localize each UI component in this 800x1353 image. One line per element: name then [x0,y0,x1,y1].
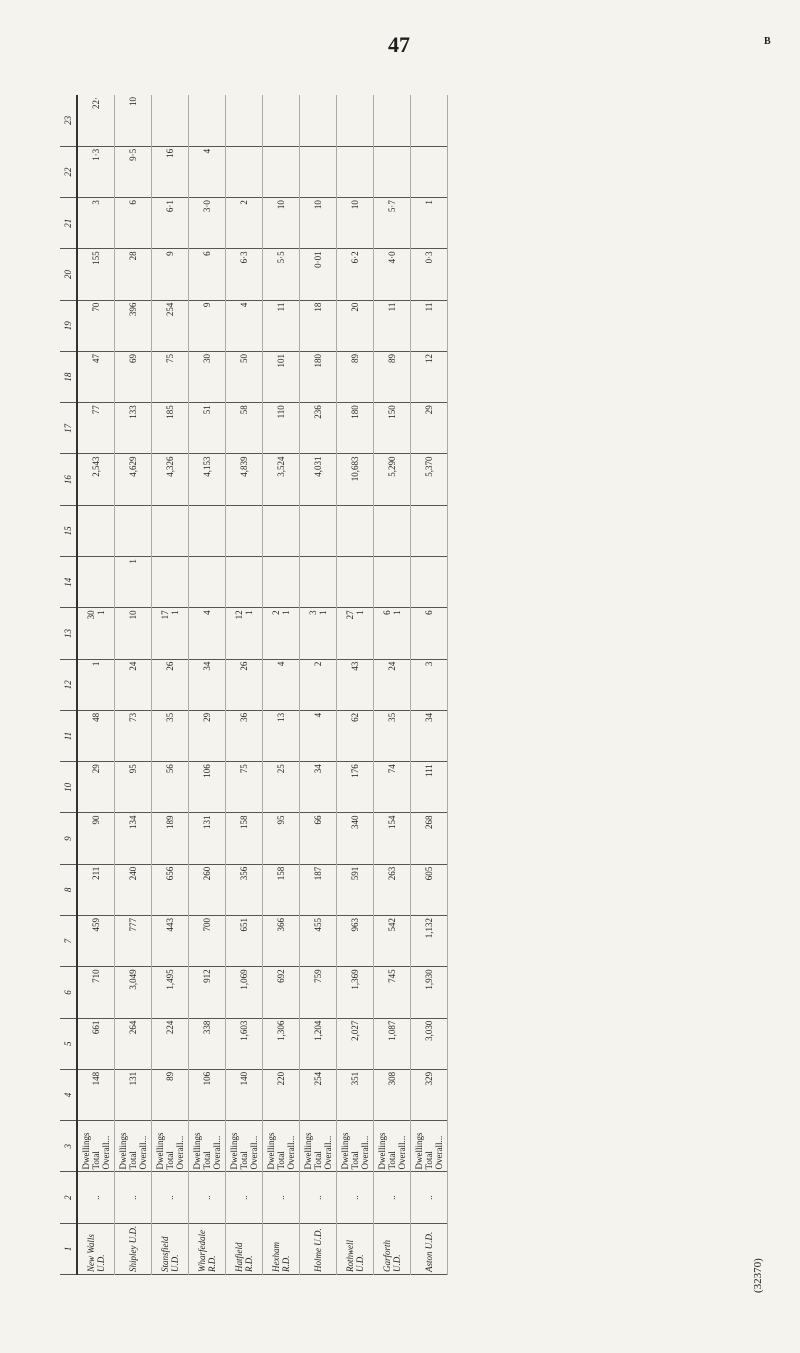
leader-dots: .. [152,1172,189,1223]
leader-dots: .. [189,1172,226,1223]
leader-dots: .. [411,1172,448,1223]
column-index-cell: 21 [60,198,77,249]
table-cell: 95 [115,762,152,813]
table-cell: 29 [411,403,448,454]
district-name: New Walls U.D. [77,1223,115,1274]
table-cell: 3,049 [115,967,152,1018]
table-cell [411,95,448,146]
table-row [115,95,152,1275]
table-cell: 89 [374,351,411,402]
table-cell [226,505,263,556]
table-cell [374,146,411,197]
district-name: Rothwell U.D. [337,1223,374,1274]
table-cell: 77 [77,403,115,454]
table-cell: 5,370 [411,454,448,505]
table-cell [300,146,337,197]
column-index-cell: 4 [60,1069,77,1120]
table-cell: 4,153 [189,454,226,505]
table-cell [411,557,448,608]
column-index-cell: 19 [60,300,77,351]
table-row [374,95,411,1275]
table-cell [263,505,300,556]
table-row [263,95,300,1275]
column-index-cell: 8 [60,864,77,915]
table-cell: 30 [189,351,226,402]
table-cell [337,95,374,146]
table-cell: 158 [263,864,300,915]
table-cell: 396 [115,300,152,351]
table-cell: 51 [189,403,226,454]
table-cell: 25 [263,762,300,813]
table-cell: 27 1 [337,608,374,659]
table-cell: 43 [337,659,374,710]
table-cell: 5,290 [374,454,411,505]
table-cell: 2,027 [337,1018,374,1069]
table-cell: 56 [152,762,189,813]
district-name: Hexham R.D. [263,1223,300,1274]
table-cell: 4 [189,608,226,659]
table-cell: 6 [411,608,448,659]
table-cell: 48 [77,710,115,761]
table-cell: 74 [374,762,411,813]
table-cell: 1,603 [226,1018,263,1069]
table-cell: 131 [115,1069,152,1120]
table-cell [300,557,337,608]
table-cell: 1 [77,659,115,710]
table-cell: 264 [115,1018,152,1069]
table-cell [263,95,300,146]
table-cell [226,557,263,608]
table-cell: 62 [337,710,374,761]
column-index-cell: 22 [60,146,77,197]
table-cell: 661 [77,1018,115,1069]
table-cell: 11 [411,300,448,351]
table-cell: 69 [115,351,152,402]
table-cell: 9·5 [115,146,152,197]
table-cell [189,557,226,608]
table-cell: 710 [77,967,115,1018]
district-name: Wharfedale R.D. [189,1223,226,1274]
table-cell: 58 [226,403,263,454]
category-labels: Dwellings Total Overall... [226,1121,263,1172]
table-cell: 148 [77,1069,115,1120]
table-cell [300,95,337,146]
column-index-cell: 16 [60,454,77,505]
column-index-cell: 2 [60,1172,77,1223]
table-cell: 10,683 [337,454,374,505]
table-cell [152,95,189,146]
corner-mark: B [764,36,771,47]
table-row [77,95,115,1275]
column-index-cell: 6 [60,967,77,1018]
table-cell: 260 [189,864,226,915]
table-cell: 1,306 [263,1018,300,1069]
table-cell: 34 [189,659,226,710]
table-cell: 236 [300,403,337,454]
table-cell: 73 [115,710,152,761]
table-cell: 3 [411,659,448,710]
table-cell: 20 [337,300,374,351]
column-index-cell: 11 [60,710,77,761]
table-cell: 4,031 [300,454,337,505]
table-cell: 16 [152,146,189,197]
category-labels: Dwellings Total Overall... [374,1121,411,1172]
table-cell: 1,204 [300,1018,337,1069]
table-cell: 6 1 [374,608,411,659]
table-cell: 89 [337,351,374,402]
leader-dots: .. [300,1172,337,1223]
table-cell: 34 [300,762,337,813]
district-name: Garforth U.D. [374,1223,411,1274]
table-cell: 90 [77,813,115,864]
table-cell: 605 [411,864,448,915]
table-cell: 0·01 [300,249,337,300]
table-cell: 2 [300,659,337,710]
table-cell: 912 [189,967,226,1018]
table-cell: 17 1 [152,608,189,659]
table-cell: 542 [374,916,411,967]
table-cell: 6·3 [226,249,263,300]
leader-dots: .. [374,1172,411,1223]
table-cell: 1,087 [374,1018,411,1069]
category-labels: Dwellings Total Overall... [300,1121,337,1172]
table-cell: 4,629 [115,454,152,505]
table-cell: 11 [263,300,300,351]
table-cell [374,505,411,556]
table-cell: 6 [189,249,226,300]
table-cell: 338 [189,1018,226,1069]
table-cell: 268 [411,813,448,864]
table-cell: 110 [263,403,300,454]
table-cell: 211 [77,864,115,915]
table-cell: 36 [226,710,263,761]
table-cell: 1·3 [77,146,115,197]
reference-number: (32370) [752,1258,764,1293]
table-cell: 1,369 [337,967,374,1018]
table-cell: 6·2 [337,249,374,300]
table-cell [337,505,374,556]
leader-dots: .. [77,1172,115,1223]
table-cell [337,146,374,197]
table-cell: 3 1 [300,608,337,659]
table-cell: 10 [337,198,374,249]
table-cell: 75 [152,351,189,402]
table-cell: 3·0 [189,198,226,249]
category-labels: Dwellings Total Overall... [189,1121,226,1172]
table-cell: 34 [411,710,448,761]
table-cell: 13 [263,710,300,761]
table-cell: 340 [337,813,374,864]
table-cell: 656 [152,864,189,915]
table-cell: 12 1 [226,608,263,659]
table-cell: 180 [300,351,337,402]
table-cell: 66 [300,813,337,864]
table-cell: 351 [337,1069,374,1120]
table-cell: 5·5 [263,249,300,300]
column-index-cell: 3 [60,1121,77,1172]
table-cell: 443 [152,916,189,967]
table-cell [337,557,374,608]
table-cell: 89 [152,1069,189,1120]
leader-dots: .. [263,1172,300,1223]
table-cell [374,557,411,608]
table-cell: 455 [300,916,337,967]
table-cell: 308 [374,1069,411,1120]
table-cell [189,95,226,146]
table-cell: 3,524 [263,454,300,505]
column-index-cell: 9 [60,813,77,864]
table-cell: 189 [152,813,189,864]
table-cell: 4 [300,710,337,761]
table-cell: 1,495 [152,967,189,1018]
table-cell: 2 [226,198,263,249]
page-number: 47 [388,32,410,57]
table-cell [152,557,189,608]
table-cell: 4 [189,146,226,197]
table-cell: 133 [115,403,152,454]
table-cell: 12 [411,351,448,402]
table-cell: 10 [115,608,152,659]
table-cell: 254 [300,1069,337,1120]
table-cell: 366 [263,916,300,967]
table-cell: 24 [115,659,152,710]
table-cell: 70 [77,300,115,351]
table-cell: 9 [152,249,189,300]
table-cell: 329 [411,1069,448,1120]
district-name: Shipley U.D. [115,1223,152,1274]
category-labels: Dwellings Total Overall... [411,1121,448,1172]
table-cell: 745 [374,967,411,1018]
table-cell: 10 [115,95,152,146]
table-cell: 1 [411,198,448,249]
table-cell [226,146,263,197]
table-cell: 111 [411,762,448,813]
table-cell: 35 [152,710,189,761]
table-cell: 4·0 [374,249,411,300]
table-cell: 4 [263,659,300,710]
column-index-cell: 15 [60,505,77,556]
table-cell: 140 [226,1069,263,1120]
table-cell [411,146,448,197]
table-cell [189,505,226,556]
table-cell: 1,132 [411,916,448,967]
table-cell: 1 [115,557,152,608]
table-cell: 185 [152,403,189,454]
table-cell [374,95,411,146]
leader-dots: .. [337,1172,374,1223]
table-cell [263,146,300,197]
table-cell: 10 [263,198,300,249]
table-cell: 1,930 [411,967,448,1018]
table-row [152,95,189,1275]
table-cell: 155 [77,249,115,300]
table-cell: 9 [189,300,226,351]
column-index-cell: 18 [60,351,77,402]
table-cell: 150 [374,403,411,454]
table-cell: 158 [226,813,263,864]
category-labels: Dwellings Total Overall... [115,1121,152,1172]
table-cell: 18 [300,300,337,351]
table-cell: 176 [337,762,374,813]
table-cell: 651 [226,916,263,967]
leader-dots: .. [115,1172,152,1223]
district-name: Aston U.D. [411,1223,448,1274]
table-cell [411,505,448,556]
category-labels: Dwellings Total Overall... [337,1121,374,1172]
table-cell: 356 [226,864,263,915]
column-index-cell: 17 [60,403,77,454]
table-row [226,95,263,1275]
table-cell: 28 [115,249,152,300]
table-cell: 101 [263,351,300,402]
table-cell: 35 [374,710,411,761]
table-cell: 22· [77,95,115,146]
table-cell: 154 [374,813,411,864]
table-cell [263,557,300,608]
district-name: Holme U.D. [300,1223,337,1274]
table-row [300,95,337,1275]
table-cell: 26 [152,659,189,710]
column-index-row [60,95,77,1275]
table-cell: 6·1 [152,198,189,249]
table-cell: 180 [337,403,374,454]
table-cell [77,557,115,608]
table-cell: 2,543 [77,454,115,505]
table-cell: 4,839 [226,454,263,505]
table-cell: 263 [374,864,411,915]
table-cell: 3 [77,198,115,249]
table-cell [152,505,189,556]
table-cell: 700 [189,916,226,967]
column-index-cell: 5 [60,1018,77,1069]
table-cell [300,505,337,556]
table-cell: 134 [115,813,152,864]
table-cell: 220 [263,1069,300,1120]
table-cell: 106 [189,762,226,813]
table-cell: 47 [77,351,115,402]
table-cell: 777 [115,916,152,967]
table-cell: 26 [226,659,263,710]
table-cell: 6 [115,198,152,249]
leader-dots: .. [226,1172,263,1223]
table-cell [77,505,115,556]
table-cell: 254 [152,300,189,351]
column-index-cell: 20 [60,249,77,300]
table-cell: 30 1 [77,608,115,659]
column-index-cell: 13 [60,608,77,659]
column-index-cell: 14 [60,557,77,608]
table-cell: 240 [115,864,152,915]
table-cell: 759 [300,967,337,1018]
table-cell: 2 1 [263,608,300,659]
table-cell: 24 [374,659,411,710]
table-cell [115,505,152,556]
table-cell: 4,326 [152,454,189,505]
table-cell: 11 [374,300,411,351]
table-cell: 459 [77,916,115,967]
table-row [411,95,448,1275]
table-cell: 95 [263,813,300,864]
table-cell: 0·3 [411,249,448,300]
column-index-cell: 7 [60,916,77,967]
table-cell: 29 [189,710,226,761]
table-row [189,95,226,1275]
table-cell: 3,030 [411,1018,448,1069]
table-row [337,95,374,1275]
table-cell: 5·7 [374,198,411,249]
table-cell: 591 [337,864,374,915]
column-index-cell: 10 [60,762,77,813]
table-cell: 187 [300,864,337,915]
table-cell: 1,069 [226,967,263,1018]
category-labels: Dwellings Total Overall... [77,1121,115,1172]
table-cell: 29 [77,762,115,813]
category-labels: Dwellings Total Overall... [152,1121,189,1172]
table-cell: 224 [152,1018,189,1069]
table-body [60,95,448,1275]
table-cell: 692 [263,967,300,1018]
category-labels: Dwellings Total Overall... [263,1121,300,1172]
table-cell: 4 [226,300,263,351]
column-index-cell: 23 [60,95,77,146]
table-cell: 963 [337,916,374,967]
district-name: Hatfield R.D. [226,1223,263,1274]
column-index-cell: 12 [60,659,77,710]
column-index-cell: 1 [60,1223,77,1274]
table-cell: 50 [226,351,263,402]
table-cell [226,95,263,146]
table-cell: 106 [189,1069,226,1120]
table-cell: 75 [226,762,263,813]
district-name: Stansfield U.D. [152,1223,189,1274]
table-cell: 131 [189,813,226,864]
table-cell: 10 [300,198,337,249]
housing-statistics-table [60,95,448,1275]
